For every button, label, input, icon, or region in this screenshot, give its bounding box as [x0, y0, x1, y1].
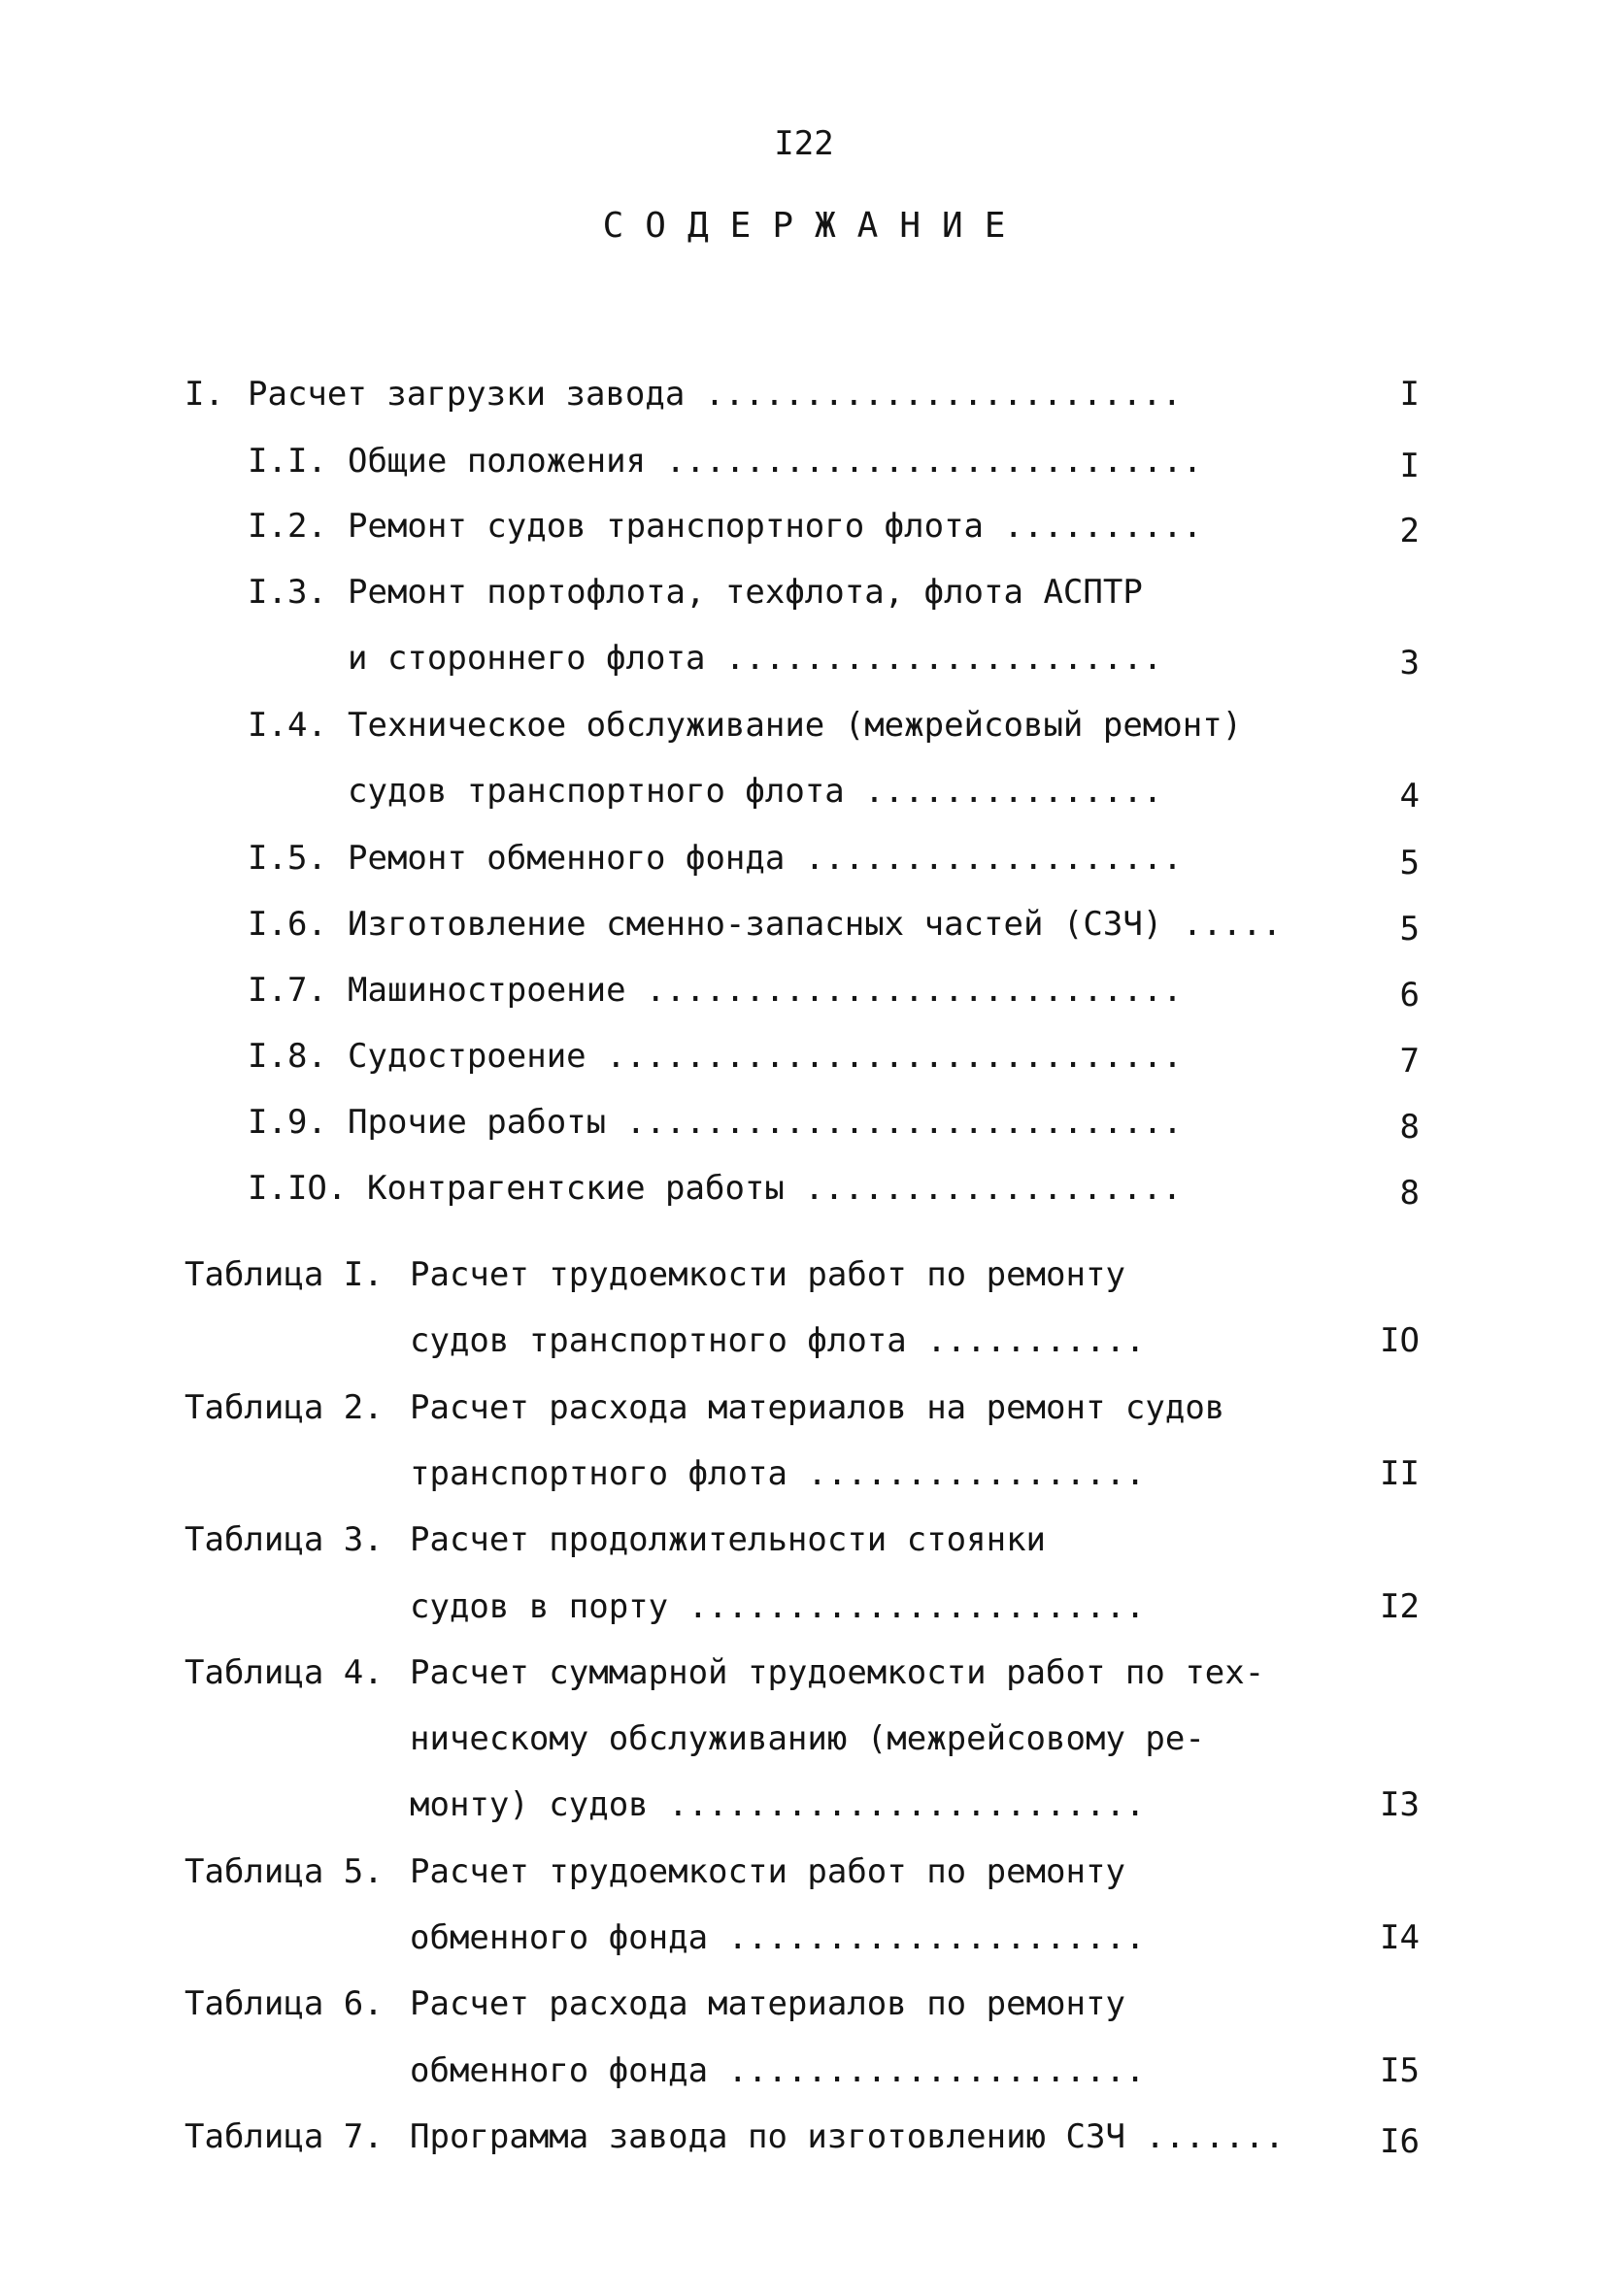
toc-table-page: IO	[1380, 1321, 1420, 1360]
toc-table-page: I5	[1380, 2051, 1420, 2090]
toc-table-label: Таблица 7.	[184, 2117, 384, 2156]
toc-table-text: Расчет расхода материалов на ремонт судов	[410, 1388, 1225, 1427]
page-number: I22	[774, 124, 834, 163]
toc-table-text: Программа завода по изготовлению СЗЧ .......	[410, 2117, 1285, 2156]
toc-table-page: I3	[1380, 1785, 1420, 1824]
toc-entry-page: 7	[1399, 1042, 1420, 1081]
toc-entry-page: 5	[1399, 910, 1420, 948]
toc-table-text: Расчет трудоемкости работ по ремонту	[410, 1255, 1125, 1294]
toc-table-text: обменного фонда .....................	[410, 1918, 1146, 1957]
toc-table-page: I6	[1380, 2122, 1420, 2161]
toc-table-text: Расчет продолжительности стоянки	[410, 1520, 1047, 1559]
toc-table-text: судов транспортного флота ...........	[410, 1321, 1146, 1360]
toc-entry-text: Судостроение .............................	[348, 1037, 1183, 1076]
toc-table-text: судов в порту .......................	[410, 1587, 1146, 1626]
toc-table-text: монту) судов ........................	[410, 1785, 1146, 1824]
toc-entry-text: Прочие работы ............................	[348, 1103, 1183, 1142]
toc-table-label: Таблица 5.	[184, 1852, 384, 1891]
toc-entry-label: I.2.	[248, 507, 327, 546]
toc-entry-page: 4	[1399, 777, 1420, 815]
toc-entry-page: I	[1399, 375, 1420, 414]
toc-table-page: I2	[1380, 1587, 1420, 1626]
toc-table-page: I4	[1380, 1918, 1420, 1957]
toc-entry-text: Техническое обслуживание (межрейсовый ремонт)	[348, 706, 1243, 745]
toc-entry-text: Ремонт обменного фонда ...................	[348, 839, 1183, 878]
toc-entry-text: Расчет загрузки завода ........................	[248, 375, 1183, 414]
toc-entry-text: Общие положения ...........................	[348, 442, 1203, 481]
toc-table-text: ническому обслуживанию (межрейсовому ре-	[410, 1719, 1205, 1758]
toc-entry-label: I.3.	[248, 573, 327, 612]
toc-table-page: II	[1380, 1454, 1420, 1493]
toc-entry-text: Контрагентские работы ...................	[367, 1169, 1183, 1208]
toc-entry-text: и стороннего флота ......................	[348, 639, 1163, 678]
toc-entry-label: I.8.	[248, 1037, 327, 1076]
toc-entry-text: судов транспортного флота ...............	[348, 772, 1163, 811]
toc-entry-label: I.7.	[248, 971, 327, 1010]
toc-entry-label: I.I.	[248, 442, 327, 481]
toc-table-text: Расчет расхода материалов по ремонту	[410, 1984, 1125, 2023]
toc-table-label: Таблица 3.	[184, 1520, 384, 1559]
contents-heading: СОДЕРЖАНИЕ	[602, 206, 1027, 246]
toc-entry-label: I.4.	[248, 706, 327, 745]
toc-entry-page: 8	[1399, 1174, 1420, 1213]
toc-entry-label: I.	[184, 375, 224, 414]
toc-table-label: Таблица I.	[184, 1255, 384, 1294]
toc-table-text: обменного фонда .....................	[410, 2051, 1146, 2090]
toc-entry-page: 6	[1399, 976, 1420, 1015]
toc-table-label: Таблица 4.	[184, 1653, 384, 1692]
toc-entry-page: 5	[1399, 844, 1420, 882]
toc-entry-text: Изготовление сменно-запасных частей (СЗЧ) .....	[348, 905, 1283, 944]
toc-table-label: Таблица 6.	[184, 1984, 384, 2023]
toc-entry-label: I.6.	[248, 905, 327, 944]
toc-entry-page: 8	[1399, 1108, 1420, 1147]
toc-entry-text: Ремонт судов транспортного флота ..........	[348, 507, 1203, 546]
toc-entry-page: I	[1399, 447, 1420, 485]
toc-entry-label: I.IO.	[248, 1169, 348, 1208]
toc-entry-text: Машиностроение ...........................	[348, 971, 1183, 1010]
toc-table-text: Расчет трудоемкости работ по ремонту	[410, 1852, 1125, 1891]
toc-table-text: транспортного флота .................	[410, 1454, 1146, 1493]
toc-entry-text: Ремонт портофлота, техфлота, флота АСПТР	[348, 573, 1143, 612]
toc-entry-page: 2	[1399, 512, 1420, 550]
toc-entry-label: I.9.	[248, 1103, 327, 1142]
toc-table-text: Расчет суммарной трудоемкости работ по тех-	[410, 1653, 1265, 1692]
toc-entry-page: 3	[1399, 644, 1420, 682]
toc-table-label: Таблица 2.	[184, 1388, 384, 1427]
toc-entry-label: I.5.	[248, 839, 327, 878]
